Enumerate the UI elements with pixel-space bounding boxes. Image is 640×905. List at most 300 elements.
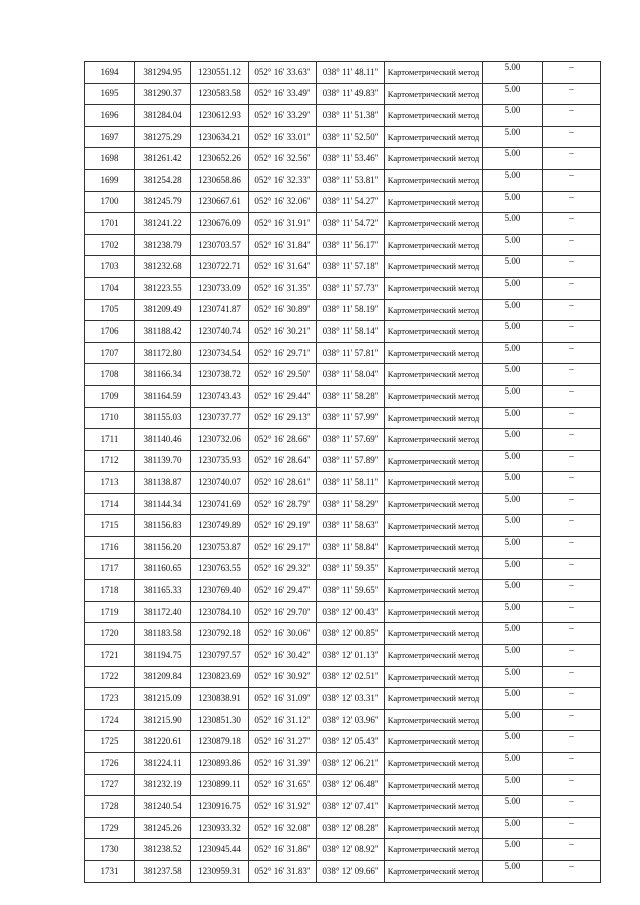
note-cell: –: [543, 62, 601, 84]
precision-cell: 5.00: [483, 213, 543, 235]
table-row: [85, 256, 601, 278]
table-row: [85, 558, 601, 580]
point-number-cell: 1711: [85, 429, 135, 451]
note-cell: –: [543, 126, 601, 148]
table-row: [85, 472, 601, 494]
x-coordinate-cell: 381164.59: [135, 385, 191, 407]
method-cell: Картометрический метод: [385, 774, 483, 796]
table-row: [85, 515, 601, 537]
method-cell: Картометрический метод: [385, 817, 483, 839]
precision-cell: 5.00: [483, 601, 543, 623]
precision-cell: 5.00: [483, 472, 543, 494]
point-number-cell: 1712: [85, 450, 135, 472]
x-coordinate-cell: 381223.55: [135, 277, 191, 299]
method-cell: Картометрический метод: [385, 537, 483, 559]
x-coordinate-cell: 381238.79: [135, 234, 191, 256]
longitude-cell: 038° 11' 57.89": [317, 450, 385, 472]
precision-cell: 5.00: [483, 839, 543, 861]
note-cell: –: [543, 277, 601, 299]
y-coordinate-cell: 1230732.06: [191, 429, 249, 451]
longitude-cell: 038° 11' 58.14": [317, 321, 385, 343]
latitude-cell: 052° 16' 31.83": [249, 860, 317, 882]
method-cell: Картометрический метод: [385, 126, 483, 148]
note-cell: –: [543, 515, 601, 537]
x-coordinate-cell: 381245.26: [135, 817, 191, 839]
x-coordinate-cell: 381172.80: [135, 342, 191, 364]
method-cell: Картометрический метод: [385, 515, 483, 537]
note-cell: –: [543, 105, 601, 127]
point-number-cell: 1708: [85, 364, 135, 386]
longitude-cell: 038° 11' 57.69": [317, 429, 385, 451]
x-coordinate-cell: 381232.68: [135, 256, 191, 278]
precision-cell: 5.00: [483, 385, 543, 407]
latitude-cell: 052° 16' 29.32": [249, 558, 317, 580]
precision-cell: 5.00: [483, 709, 543, 731]
point-number-cell: 1701: [85, 213, 135, 235]
precision-cell: 5.00: [483, 148, 543, 170]
precision-cell: 5.00: [483, 429, 543, 451]
note-cell: –: [543, 364, 601, 386]
y-coordinate-cell: 1230703.57: [191, 234, 249, 256]
method-cell: Картометрический метод: [385, 385, 483, 407]
y-coordinate-cell: 1230740.07: [191, 472, 249, 494]
longitude-cell: 038° 12' 06.48": [317, 774, 385, 796]
point-number-cell: 1723: [85, 688, 135, 710]
precision-cell: 5.00: [483, 817, 543, 839]
y-coordinate-cell: 1230945.44: [191, 839, 249, 861]
x-coordinate-cell: 381209.84: [135, 666, 191, 688]
method-cell: Картометрический метод: [385, 256, 483, 278]
latitude-cell: 052° 16' 29.70": [249, 601, 317, 623]
y-coordinate-cell: 1230749.89: [191, 515, 249, 537]
table-row: [85, 277, 601, 299]
longitude-cell: 038° 11' 51.38": [317, 105, 385, 127]
note-cell: –: [543, 537, 601, 559]
y-coordinate-cell: 1230551.12: [191, 62, 249, 84]
table-row: [85, 623, 601, 645]
method-cell: Картометрический метод: [385, 731, 483, 753]
precision-cell: 5.00: [483, 299, 543, 321]
latitude-cell: 052° 16' 29.13": [249, 407, 317, 429]
latitude-cell: 052° 16' 30.06": [249, 623, 317, 645]
table-row: [85, 601, 601, 623]
latitude-cell: 052° 16' 30.42": [249, 645, 317, 667]
longitude-cell: 038° 11' 54.72": [317, 213, 385, 235]
precision-cell: 5.00: [483, 623, 543, 645]
method-cell: Картометрический метод: [385, 645, 483, 667]
y-coordinate-cell: 1230740.74: [191, 321, 249, 343]
method-cell: Картометрический метод: [385, 169, 483, 191]
method-cell: Картометрический метод: [385, 580, 483, 602]
y-coordinate-cell: 1230879.18: [191, 731, 249, 753]
point-number-cell: 1718: [85, 580, 135, 602]
precision-cell: 5.00: [483, 83, 543, 105]
longitude-cell: 038° 12' 03.31": [317, 688, 385, 710]
table-row: [85, 493, 601, 515]
latitude-cell: 052° 16' 29.47": [249, 580, 317, 602]
x-coordinate-cell: 381156.20: [135, 537, 191, 559]
table-row: [85, 407, 601, 429]
note-cell: –: [543, 429, 601, 451]
y-coordinate-cell: 1230733.09: [191, 277, 249, 299]
precision-cell: 5.00: [483, 558, 543, 580]
table-row: [85, 753, 601, 775]
precision-cell: 5.00: [483, 342, 543, 364]
point-number-cell: 1724: [85, 709, 135, 731]
latitude-cell: 052° 16' 29.71": [249, 342, 317, 364]
y-coordinate-cell: 1230658.86: [191, 169, 249, 191]
latitude-cell: 052° 16' 31.09": [249, 688, 317, 710]
longitude-cell: 038° 11' 59.65": [317, 580, 385, 602]
latitude-cell: 052° 16' 33.29": [249, 105, 317, 127]
longitude-cell: 038° 12' 02.51": [317, 666, 385, 688]
precision-cell: 5.00: [483, 234, 543, 256]
x-coordinate-cell: 381245.79: [135, 191, 191, 213]
longitude-cell: 038° 11' 58.63": [317, 515, 385, 537]
table-row: [85, 62, 601, 84]
table-row: [85, 839, 601, 861]
table-row: [85, 731, 601, 753]
note-cell: –: [543, 796, 601, 818]
method-cell: Картометрический метод: [385, 709, 483, 731]
longitude-cell: 038° 11' 58.11": [317, 472, 385, 494]
point-number-cell: 1703: [85, 256, 135, 278]
x-coordinate-cell: 381139.70: [135, 450, 191, 472]
note-cell: –: [543, 558, 601, 580]
note-cell: –: [543, 817, 601, 839]
method-cell: Картометрический метод: [385, 796, 483, 818]
coordinates-table-body: [85, 62, 601, 883]
table-row: [85, 364, 601, 386]
table-row: [85, 645, 601, 667]
note-cell: –: [543, 385, 601, 407]
point-number-cell: 1713: [85, 472, 135, 494]
y-coordinate-cell: 1230899.11: [191, 774, 249, 796]
latitude-cell: 052° 16' 30.89": [249, 299, 317, 321]
point-number-cell: 1721: [85, 645, 135, 667]
note-cell: –: [543, 342, 601, 364]
precision-cell: 5.00: [483, 169, 543, 191]
longitude-cell: 038° 12' 00.85": [317, 623, 385, 645]
precision-cell: 5.00: [483, 753, 543, 775]
note-cell: –: [543, 450, 601, 472]
x-coordinate-cell: 381241.22: [135, 213, 191, 235]
latitude-cell: 052° 16' 28.64": [249, 450, 317, 472]
y-coordinate-cell: 1230893.86: [191, 753, 249, 775]
longitude-cell: 038° 11' 57.99": [317, 407, 385, 429]
latitude-cell: 052° 16' 33.63": [249, 62, 317, 84]
note-cell: –: [543, 731, 601, 753]
point-number-cell: 1709: [85, 385, 135, 407]
precision-cell: 5.00: [483, 645, 543, 667]
y-coordinate-cell: 1230667.61: [191, 191, 249, 213]
point-number-cell: 1727: [85, 774, 135, 796]
precision-cell: 5.00: [483, 796, 543, 818]
longitude-cell: 038° 11' 58.28": [317, 385, 385, 407]
table-row: [85, 537, 601, 559]
table-row: [85, 688, 601, 710]
point-number-cell: 1729: [85, 817, 135, 839]
table-row: [85, 169, 601, 191]
point-number-cell: 1731: [85, 860, 135, 882]
longitude-cell: 038° 11' 49.83": [317, 83, 385, 105]
method-cell: Картометрический метод: [385, 364, 483, 386]
precision-cell: 5.00: [483, 256, 543, 278]
y-coordinate-cell: 1230741.87: [191, 299, 249, 321]
longitude-cell: 038° 11' 58.84": [317, 537, 385, 559]
x-coordinate-cell: 381294.95: [135, 62, 191, 84]
note-cell: –: [543, 493, 601, 515]
point-number-cell: 1695: [85, 83, 135, 105]
x-coordinate-cell: 381160.65: [135, 558, 191, 580]
precision-cell: 5.00: [483, 493, 543, 515]
longitude-cell: 038° 12' 07.41": [317, 796, 385, 818]
table-row: [85, 774, 601, 796]
latitude-cell: 052° 16' 32.06": [249, 191, 317, 213]
note-cell: –: [543, 256, 601, 278]
precision-cell: 5.00: [483, 450, 543, 472]
table-row: [85, 148, 601, 170]
latitude-cell: 052° 16' 31.84": [249, 234, 317, 256]
table-row: [85, 817, 601, 839]
longitude-cell: 038° 12' 03.96": [317, 709, 385, 731]
table-row: [85, 342, 601, 364]
x-coordinate-cell: 381254.28: [135, 169, 191, 191]
precision-cell: 5.00: [483, 580, 543, 602]
precision-cell: 5.00: [483, 62, 543, 84]
longitude-cell: 038° 11' 53.81": [317, 169, 385, 191]
x-coordinate-cell: 381284.04: [135, 105, 191, 127]
y-coordinate-cell: 1230737.77: [191, 407, 249, 429]
note-cell: –: [543, 666, 601, 688]
note-cell: –: [543, 860, 601, 882]
x-coordinate-cell: 381140.46: [135, 429, 191, 451]
x-coordinate-cell: 381144.34: [135, 493, 191, 515]
point-number-cell: 1728: [85, 796, 135, 818]
point-number-cell: 1730: [85, 839, 135, 861]
latitude-cell: 052° 16' 31.35": [249, 277, 317, 299]
table-row: [85, 666, 601, 688]
y-coordinate-cell: 1230916.75: [191, 796, 249, 818]
y-coordinate-cell: 1230797.57: [191, 645, 249, 667]
y-coordinate-cell: 1230722.71: [191, 256, 249, 278]
point-number-cell: 1714: [85, 493, 135, 515]
note-cell: –: [543, 213, 601, 235]
point-number-cell: 1698: [85, 148, 135, 170]
point-number-cell: 1705: [85, 299, 135, 321]
latitude-cell: 052° 16' 32.08": [249, 817, 317, 839]
longitude-cell: 038° 12' 06.21": [317, 753, 385, 775]
note-cell: –: [543, 601, 601, 623]
x-coordinate-cell: 381240.54: [135, 796, 191, 818]
method-cell: Картометрический метод: [385, 839, 483, 861]
y-coordinate-cell: 1230734.54: [191, 342, 249, 364]
x-coordinate-cell: 381237.58: [135, 860, 191, 882]
method-cell: Картометрический метод: [385, 191, 483, 213]
method-cell: Картометрический метод: [385, 342, 483, 364]
note-cell: –: [543, 407, 601, 429]
precision-cell: 5.00: [483, 860, 543, 882]
table-row: [85, 385, 601, 407]
longitude-cell: 038° 11' 58.04": [317, 364, 385, 386]
note-cell: –: [543, 688, 601, 710]
precision-cell: 5.00: [483, 191, 543, 213]
precision-cell: 5.00: [483, 537, 543, 559]
note-cell: –: [543, 299, 601, 321]
y-coordinate-cell: 1230823.69: [191, 666, 249, 688]
latitude-cell: 052° 16' 33.49": [249, 83, 317, 105]
latitude-cell: 052° 16' 28.66": [249, 429, 317, 451]
y-coordinate-cell: 1230784.10: [191, 601, 249, 623]
method-cell: Картометрический метод: [385, 493, 483, 515]
table-row: [85, 105, 601, 127]
point-number-cell: 1704: [85, 277, 135, 299]
method-cell: Картометрический метод: [385, 860, 483, 882]
method-cell: Картометрический метод: [385, 234, 483, 256]
y-coordinate-cell: 1230769.40: [191, 580, 249, 602]
method-cell: Картометрический метод: [385, 753, 483, 775]
note-cell: –: [543, 83, 601, 105]
table-row: [85, 83, 601, 105]
precision-cell: 5.00: [483, 126, 543, 148]
precision-cell: 5.00: [483, 364, 543, 386]
y-coordinate-cell: 1230763.55: [191, 558, 249, 580]
latitude-cell: 052° 16' 33.01": [249, 126, 317, 148]
method-cell: Картометрический метод: [385, 558, 483, 580]
longitude-cell: 038° 12' 00.43": [317, 601, 385, 623]
method-cell: Картометрический метод: [385, 321, 483, 343]
table-row: [85, 234, 601, 256]
table-row: [85, 580, 601, 602]
latitude-cell: 052° 16' 29.19": [249, 515, 317, 537]
note-cell: –: [543, 580, 601, 602]
table-row: [85, 860, 601, 882]
table-row: [85, 321, 601, 343]
method-cell: Картометрический метод: [385, 213, 483, 235]
x-coordinate-cell: 381215.09: [135, 688, 191, 710]
method-cell: Картометрический метод: [385, 472, 483, 494]
note-cell: –: [543, 623, 601, 645]
precision-cell: 5.00: [483, 515, 543, 537]
y-coordinate-cell: 1230838.91: [191, 688, 249, 710]
x-coordinate-cell: 381165.33: [135, 580, 191, 602]
longitude-cell: 038° 12' 08.28": [317, 817, 385, 839]
longitude-cell: 038° 11' 48.11": [317, 62, 385, 84]
point-number-cell: 1716: [85, 537, 135, 559]
note-cell: –: [543, 191, 601, 213]
point-number-cell: 1707: [85, 342, 135, 364]
latitude-cell: 052° 16' 31.39": [249, 753, 317, 775]
x-coordinate-cell: 381209.49: [135, 299, 191, 321]
table-row: [85, 299, 601, 321]
precision-cell: 5.00: [483, 105, 543, 127]
x-coordinate-cell: 381275.29: [135, 126, 191, 148]
note-cell: –: [543, 148, 601, 170]
longitude-cell: 038° 11' 52.50": [317, 126, 385, 148]
precision-cell: 5.00: [483, 407, 543, 429]
x-coordinate-cell: 381155.03: [135, 407, 191, 429]
point-number-cell: 1699: [85, 169, 135, 191]
latitude-cell: 052° 16' 30.21": [249, 321, 317, 343]
latitude-cell: 052° 16' 32.33": [249, 169, 317, 191]
x-coordinate-cell: 381290.37: [135, 83, 191, 105]
method-cell: Картометрический метод: [385, 601, 483, 623]
x-coordinate-cell: 381194.75: [135, 645, 191, 667]
note-cell: –: [543, 774, 601, 796]
latitude-cell: 052° 16' 31.12": [249, 709, 317, 731]
method-cell: Картометрический метод: [385, 429, 483, 451]
method-cell: Картометрический метод: [385, 83, 483, 105]
x-coordinate-cell: 381224.11: [135, 753, 191, 775]
point-number-cell: 1719: [85, 601, 135, 623]
y-coordinate-cell: 1230612.93: [191, 105, 249, 127]
latitude-cell: 052° 16' 32.56": [249, 148, 317, 170]
longitude-cell: 038° 12' 08.92": [317, 839, 385, 861]
latitude-cell: 052° 16' 31.27": [249, 731, 317, 753]
point-number-cell: 1706: [85, 321, 135, 343]
x-coordinate-cell: 381188.42: [135, 321, 191, 343]
x-coordinate-cell: 381215.90: [135, 709, 191, 731]
y-coordinate-cell: 1230652.26: [191, 148, 249, 170]
table-row: [85, 429, 601, 451]
method-cell: Картометрический метод: [385, 450, 483, 472]
method-cell: Картометрический метод: [385, 666, 483, 688]
note-cell: –: [543, 645, 601, 667]
y-coordinate-cell: 1230959.31: [191, 860, 249, 882]
x-coordinate-cell: 381183.58: [135, 623, 191, 645]
precision-cell: 5.00: [483, 321, 543, 343]
latitude-cell: 052° 16' 29.17": [249, 537, 317, 559]
point-number-cell: 1697: [85, 126, 135, 148]
longitude-cell: 038° 11' 59.35": [317, 558, 385, 580]
longitude-cell: 038° 11' 56.17": [317, 234, 385, 256]
precision-cell: 5.00: [483, 774, 543, 796]
method-cell: Картометрический метод: [385, 62, 483, 84]
y-coordinate-cell: 1230583.58: [191, 83, 249, 105]
point-number-cell: 1717: [85, 558, 135, 580]
x-coordinate-cell: 381156.83: [135, 515, 191, 537]
note-cell: –: [543, 709, 601, 731]
longitude-cell: 038° 11' 57.81": [317, 342, 385, 364]
table-row: [85, 709, 601, 731]
method-cell: Картометрический метод: [385, 299, 483, 321]
table-row: [85, 213, 601, 235]
latitude-cell: 052° 16' 31.65": [249, 774, 317, 796]
longitude-cell: 038° 12' 09.66": [317, 860, 385, 882]
longitude-cell: 038° 11' 57.18": [317, 256, 385, 278]
latitude-cell: 052° 16' 31.92": [249, 796, 317, 818]
point-number-cell: 1696: [85, 105, 135, 127]
y-coordinate-cell: 1230634.21: [191, 126, 249, 148]
point-number-cell: 1720: [85, 623, 135, 645]
y-coordinate-cell: 1230735.93: [191, 450, 249, 472]
longitude-cell: 038° 11' 54.27": [317, 191, 385, 213]
latitude-cell: 052° 16' 31.64": [249, 256, 317, 278]
latitude-cell: 052° 16' 29.50": [249, 364, 317, 386]
point-number-cell: 1726: [85, 753, 135, 775]
note-cell: –: [543, 321, 601, 343]
point-number-cell: 1702: [85, 234, 135, 256]
point-number-cell: 1725: [85, 731, 135, 753]
note-cell: –: [543, 753, 601, 775]
point-number-cell: 1715: [85, 515, 135, 537]
y-coordinate-cell: 1230676.09: [191, 213, 249, 235]
method-cell: Картометрический метод: [385, 105, 483, 127]
longitude-cell: 038° 12' 01.13": [317, 645, 385, 667]
precision-cell: 5.00: [483, 731, 543, 753]
x-coordinate-cell: 381261.42: [135, 148, 191, 170]
y-coordinate-cell: 1230738.72: [191, 364, 249, 386]
